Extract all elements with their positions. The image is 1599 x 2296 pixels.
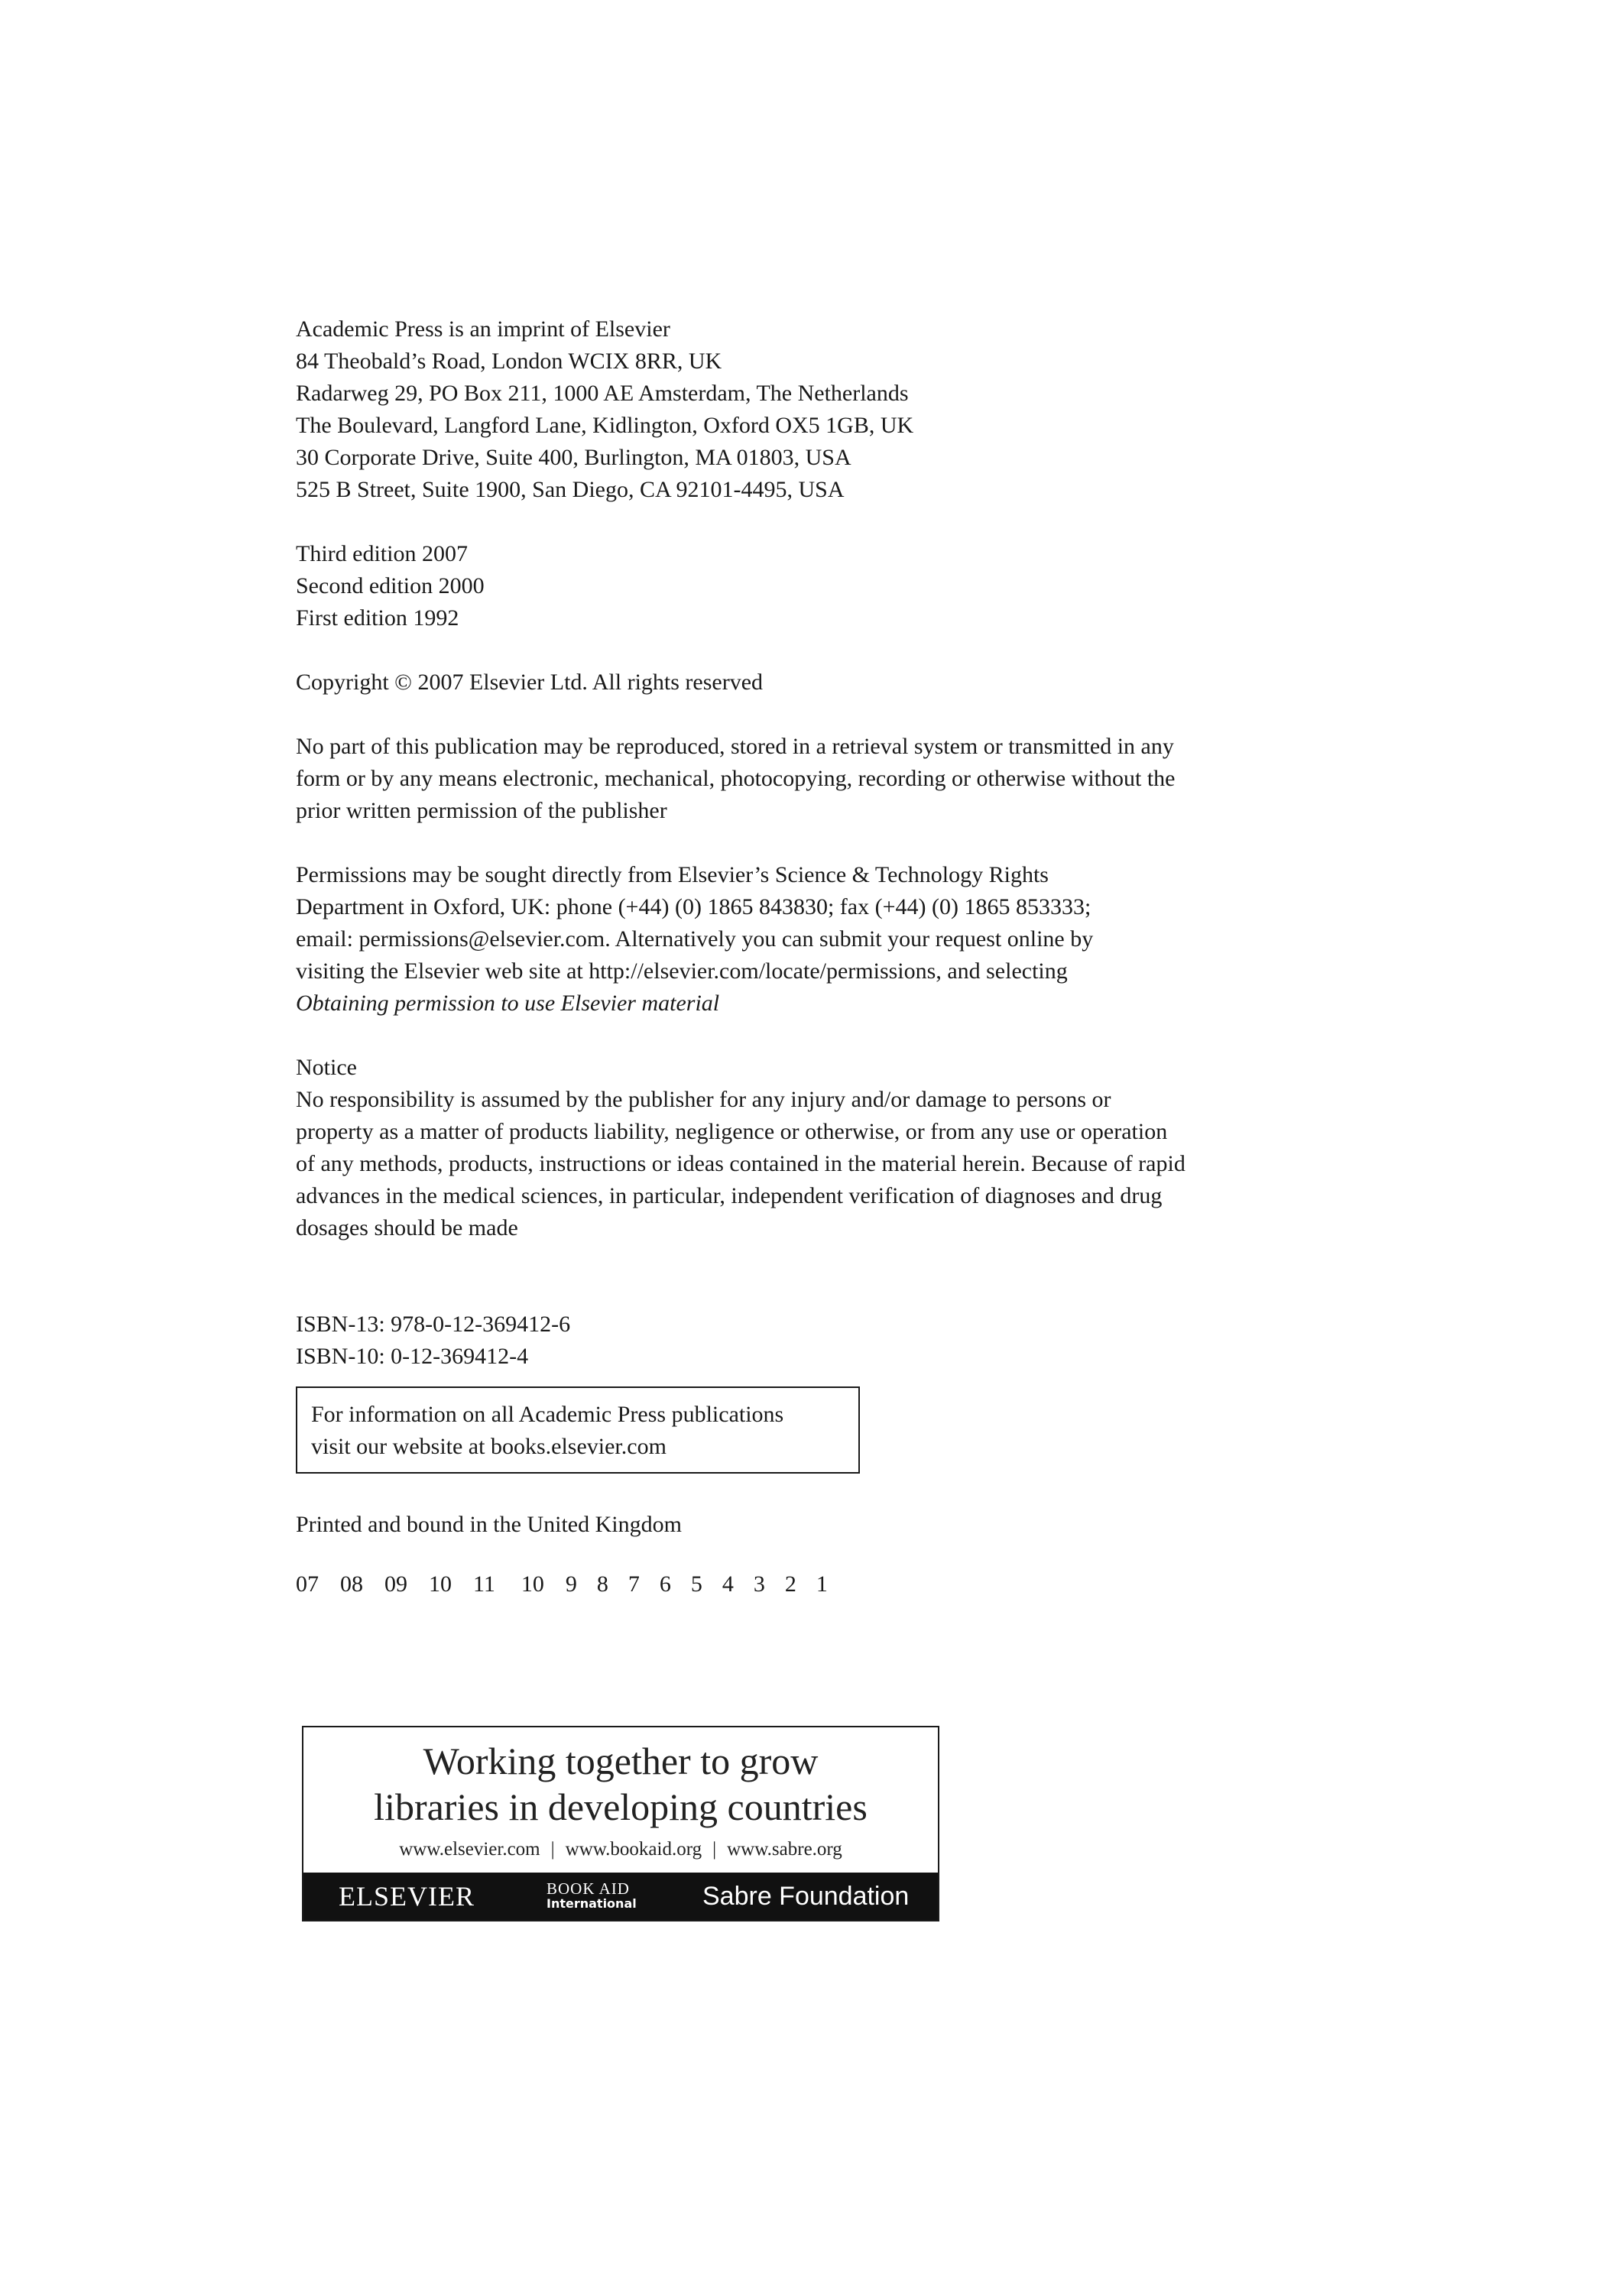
notice-block [296, 1052, 1320, 1244]
elsevier-logo: ELSEVIER [339, 1881, 475, 1912]
imprint-line: Academic Press is an imprint of Elsevier [296, 316, 670, 342]
print-number: 8 [596, 1571, 608, 1597]
copyright-line: Copyright © 2007 Elsevier Ltd. All rights reserved [296, 670, 764, 695]
reproduction-line: No part of this publication may be reproduced, stored in a retrieval system or transmitted in any [296, 734, 1174, 759]
edition-first: First edition 1992 [296, 605, 459, 631]
print-number: 7 [628, 1571, 640, 1597]
print-number: 6 [659, 1571, 671, 1597]
publisher-block [296, 313, 1320, 506]
print-number: 2 [784, 1571, 796, 1597]
banner-logo-bar [303, 1873, 938, 1920]
notice-heading: Notice [296, 1055, 357, 1080]
permissions-line: Department in Oxford, UK: phone (+44) (0) 1865 843830; fax (+44) (0) 1865 853333; [296, 894, 1091, 919]
notice-line: advances in the medical sciences, in particular, independent verification of diagnoses and drug [296, 1183, 1163, 1208]
address-burlington: 30 Corporate Drive, Suite 400, Burlington, MA 01803, USA [296, 445, 851, 470]
print-number: 09 [384, 1571, 407, 1597]
info-box-line: For information on all Academic Press publications [311, 1402, 784, 1427]
banner-title-line: Working together to grow [423, 1740, 819, 1782]
banner-title-line: libraries in developing countries [374, 1785, 868, 1828]
permissions-line: visiting the Elsevier web site at http://elsevier.com/locate/permissions, and selecting [296, 958, 1068, 984]
notice-line: of any methods, products, instructions or ideas contained in the material herein. Because of rapid [296, 1151, 1185, 1176]
printed-line: Printed and bound in the United Kingdom [296, 1512, 682, 1537]
editions-block [296, 538, 1320, 634]
print-number: 5 [690, 1571, 702, 1597]
print-number: 9 [565, 1571, 577, 1597]
address-london: 84 Theobald’s Road, London WCIX 8RR, UK [296, 349, 722, 374]
link-separator: | [550, 1839, 555, 1860]
notice-line: No responsibility is assumed by the publisher for any injury and/or damage to persons or [296, 1087, 1111, 1112]
link-separator: | [712, 1839, 717, 1860]
isbn-10: ISBN-10: 0-12-369412-4 [296, 1344, 529, 1369]
publications-info-box [296, 1386, 860, 1474]
info-box-line: visit our website at books.elsevier.com [311, 1434, 667, 1459]
reproduction-line: prior written permission of the publisher [296, 798, 667, 823]
print-number: 4 [722, 1571, 734, 1597]
permissions-line: email: permissions@elsevier.com. Alternatively you can submit your request online by [296, 926, 1094, 952]
print-number: 10 [521, 1571, 544, 1597]
print-number: 1 [816, 1571, 828, 1597]
sabre-logo: Sabre Foundation [702, 1881, 910, 1911]
isbn-block [296, 1309, 1320, 1373]
permissions-italic-link: Obtaining permission to use Elsevier material [296, 991, 720, 1016]
banner-title [303, 1738, 938, 1830]
bookaid-logo-top: BOOK AID [547, 1879, 630, 1898]
address-oxford: The Boulevard, Langford Lane, Kidlington, Oxford OX5 1GB, UK [296, 413, 914, 438]
notice-line: dosages should be made [296, 1215, 518, 1240]
link-bookaid: www.bookaid.org [565, 1839, 702, 1860]
print-number: 11 [473, 1571, 495, 1597]
permissions-line: Permissions may be sought directly from Elsevier’s Science & Technology Rights [296, 862, 1049, 887]
print-number: 10 [429, 1571, 452, 1597]
print-sequence [296, 1568, 1320, 1600]
link-sabre: www.sabre.org [727, 1839, 842, 1860]
edition-second: Second edition 2000 [296, 573, 485, 598]
print-number: 08 [340, 1571, 363, 1597]
isbn-13: ISBN-13: 978-0-12-369412-6 [296, 1312, 571, 1337]
reproduction-line: form or by any means electronic, mechanical, photocopying, recording or otherwise without the [296, 766, 1176, 791]
print-number: 3 [753, 1571, 765, 1597]
address-amsterdam: Radarweg 29, PO Box 211, 1000 AE Amsterdam, The Netherlands [296, 381, 909, 406]
link-elsevier: www.elsevier.com [399, 1839, 540, 1860]
edition-third: Third edition 2007 [296, 541, 468, 566]
bookaid-logo [547, 1881, 676, 1912]
permissions-block [296, 859, 1320, 1020]
copyright-page [296, 313, 1320, 1600]
banner-links [303, 1834, 938, 1865]
notice-line: property as a matter of products liability, negligence or otherwise, or from any use or operation [296, 1119, 1168, 1144]
book-aid-banner [302, 1726, 939, 1921]
bookaid-logo-bottom: International [547, 1896, 637, 1911]
print-number: 07 [296, 1571, 319, 1597]
address-san-diego: 525 B Street, Suite 1900, San Diego, CA 92101-4495, USA [296, 477, 845, 502]
reproduction-notice [296, 731, 1320, 827]
